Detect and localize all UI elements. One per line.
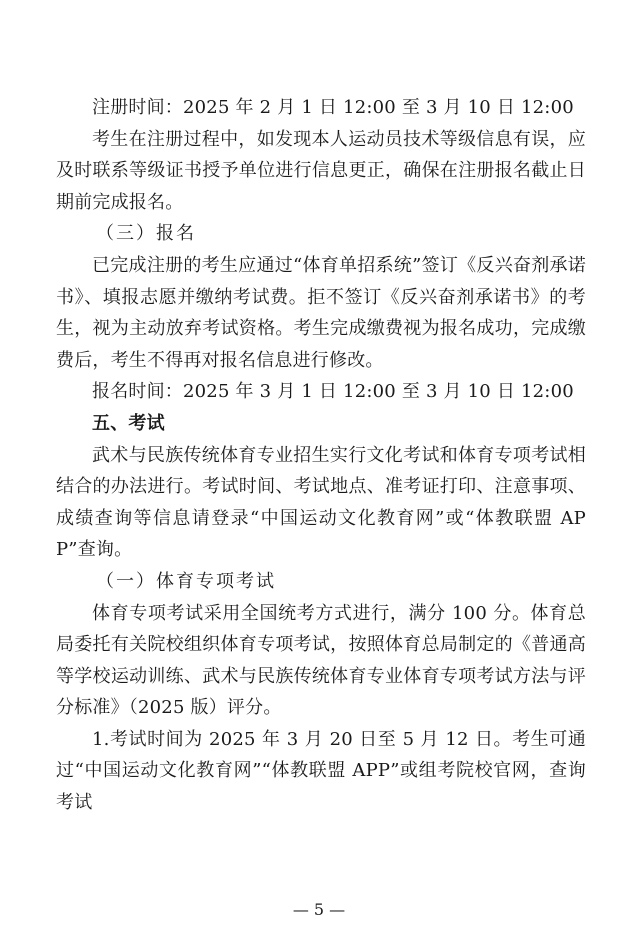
section-heading-exam: 五、考试	[92, 412, 165, 434]
registration-time: 注册时间：2025 年 2 月 1 日 12:00 至 3 月 10 日 12:00	[92, 97, 574, 118]
registration-note: 考生在注册过程中，如发现本人运动员技术等级信息有误，应及时联系等级证书授予单位进行信息更正，确保在注册报名截止日期前完成报名。	[56, 128, 586, 213]
exam-description: 武术与民族传统体育专业招生实行文化考试和体育专项考试相结合的办法进行。考试时间、考试地点、准考证打印、注意事项、成绩查询等信息请登录“中国运动文化教育网”或“体教联盟 APP”查询。	[56, 444, 586, 561]
document-body	[56, 92, 586, 819]
sports-exam-description: 体育专项考试采用全国统考方式进行，满分 100 分。体育总局委托有关院校组织体育专项考试，按照体育总局制定的《普通高等学校运动训练、武术与民族传统体育专业体育专项考试方法与评分标准》（2025 版）评分。	[56, 602, 586, 719]
page-number: — 5 —	[292, 900, 346, 919]
enrollment-description: 已完成注册的考生应通过“体育单招系统”签订《反兴奋剂承诺书》、填报志愿并缴纳考试费。拒不签订《反兴奋剂承诺书》的考生，视为主动放弃考试资格。考生完成缴费视为报名成功，完成缴费后，考生不得再对报名信息进行修改。	[56, 254, 586, 371]
subsection-heading-sports-exam: （一）体育专项考试	[96, 570, 276, 592]
enrollment-time: 报名时间：2025 年 3 月 1 日 12:00 至 3 月 10 日 12:00	[92, 381, 574, 403]
exam-schedule-item: 1.考试时间为 2025 年 3 月 20 日至 5 月 12 日。考生可通过“中国运动文化教育网”“体教联盟 APP”或组考院校官网，查询考试	[56, 728, 586, 814]
section-heading-enrollment: （三）报名	[96, 223, 196, 245]
